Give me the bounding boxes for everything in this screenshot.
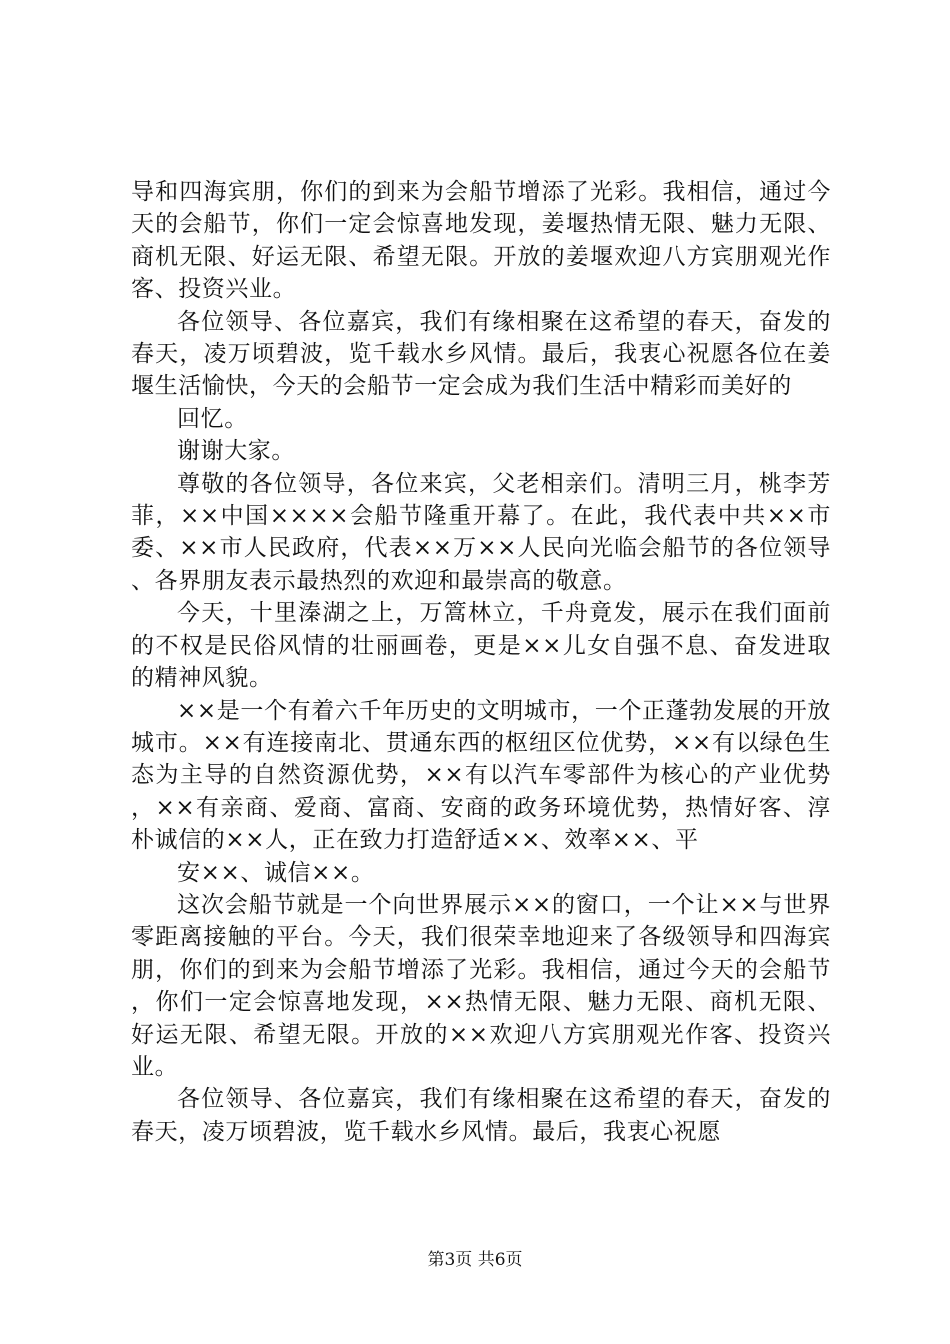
paragraph: 各位领导、各位嘉宾，我们有缘相聚在这希望的春天，奋发的春天，凌万顷碧波，览千载水乡风情。最后，我衷心祝愿 <box>131 1086 831 1145</box>
paragraph: ××是一个有着六千年历史的文明城市，一个正蓬勃发展的开放城市。××有连接南北、贯通东西的枢纽区位优势，××有以绿色生态为主导的自然资源优势，××有以汽车零部件为核心的产业优势，××有亲商、爱商、富商、安商的政务环境优势，热情好客、淳朴诚信的××人，正在致力打造舒适××、效率××、平 <box>131 697 831 854</box>
document-body <box>131 176 831 1148</box>
paragraph: 这次会船节就是一个向世界展示××的窗口，一个让××与世界零距离接触的平台。今天，我们很荣幸地迎来了各级领导和四海宾朋，你们的到来为会船节增添了光彩。我相信，通过今天的会船节，你们一定会惊喜地发现，××热情无限、魅力无限、商机无限、好运无限、希望无限。开放的××欢迎八方宾朋观光作客、投资兴业。 <box>131 891 831 1080</box>
paragraph: 安××、诚信××。 <box>177 859 375 886</box>
paragraph: 今天，十里溱湖之上，万篙林立，千舟竟发，展示在我们面前的不权是民俗风情的壮丽画卷，更是××儿女自强不息、奋发进取的精神风貌。 <box>131 600 831 692</box>
page-number-footer: 第3页 共6页 <box>427 1250 523 1270</box>
paragraph: 谢谢大家。 <box>177 438 295 465</box>
paragraph: 尊敬的各位领导，各位来宾，父老相亲们。清明三月，桃李芳菲，××中国××××会船节隆重开幕了。在此，我代表中共××市委、××市人民政府，代表××万××人民向光临会船节的各位领导、各界朋友表示最热烈的欢迎和最崇高的敬意。 <box>131 470 831 594</box>
paragraph: 导和四海宾朋，你们的到来为会船节增添了光彩。我相信，通过今天的会船节，你们一定会惊喜地发现，姜堰热情无限、魅力无限、商机无限、好运无限、希望无限。开放的姜堰欢迎八方宾朋观光作客、投资兴业。 <box>131 179 831 303</box>
paragraph: 各位领导、各位嘉宾，我们有缘相聚在这希望的春天，奋发的春天，凌万顷碧波，览千载水乡风情。最后，我衷心祝愿各位在姜堰生活愉快，今天的会船节一定会成为我们生活中精彩而美好的 <box>131 308 831 400</box>
paragraph: 回忆。 <box>177 405 248 432</box>
